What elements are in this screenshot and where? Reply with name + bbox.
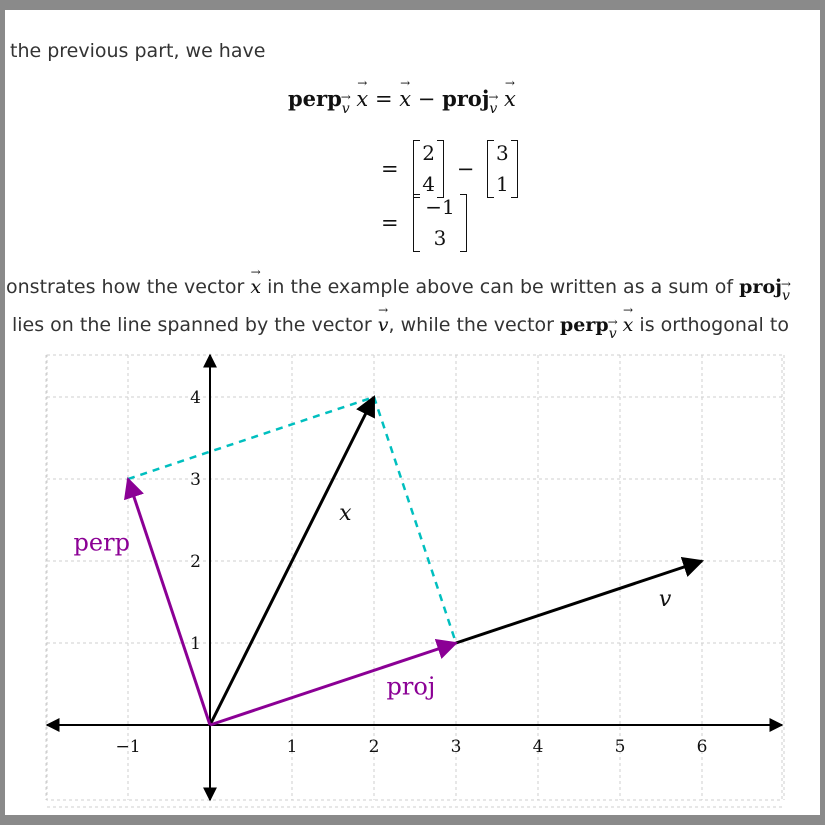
perp-matrix [413, 192, 466, 254]
matrix-cell: 3 [496, 141, 509, 165]
dashed-projection-line [128, 397, 374, 479]
vector-label-perp: perp [73, 528, 130, 557]
explanation-line-2 [12, 314, 789, 342]
v-subscript: → $_v$ [609, 326, 617, 342]
y-tick-label: 4 [190, 388, 201, 408]
equals-sign: = [374, 87, 393, 111]
y-tick-label: 3 [190, 470, 201, 490]
vector-label-v: v [658, 587, 672, 613]
minus-sign: − [456, 157, 475, 181]
proj-matrix [487, 138, 518, 200]
matrix-cell: 1 [496, 172, 509, 196]
x-vector-symbol: → x [623, 314, 634, 336]
equals-sign: = [381, 211, 399, 235]
grid [46, 355, 784, 807]
equation-line-1 [288, 86, 516, 117]
matrix-cell: −1 [425, 195, 455, 219]
x-tick-label: 5 [614, 737, 626, 757]
perp-operator: perp [288, 86, 342, 111]
x-tick-label: 3 [450, 737, 462, 757]
intro-text: the previous part, we have [10, 40, 266, 62]
explanation-line-1 [6, 276, 790, 304]
equation-line-3 [381, 192, 467, 254]
equation-line-2 [381, 138, 518, 200]
x-vector-symbol: → x [250, 276, 261, 298]
tick-labels [115, 388, 707, 757]
x-tick-label: 4 [532, 737, 544, 757]
v-subscript: → $_v$ [489, 101, 497, 117]
text-run: onstrates how the vector [6, 276, 251, 298]
v-subscript: → $_v$ [782, 288, 790, 304]
y-tick-label: 1 [190, 634, 201, 654]
v-subscript: → $_v$ [342, 101, 350, 117]
y-tick-label: 2 [190, 552, 201, 572]
minus-sign: − [417, 87, 436, 111]
text-run: is orthogonal to [633, 314, 789, 336]
vector-diagram [0, 340, 825, 810]
text-run: in the example above can be written as a sum of [261, 276, 740, 298]
vector-perp [128, 479, 210, 725]
text-run: , while the vector [388, 314, 561, 336]
x-tick-label: 2 [368, 737, 380, 757]
matrix-cell: 4 [422, 172, 436, 196]
text-run: lies on the line spanned by the vector [12, 314, 378, 336]
grid-border [47, 355, 782, 800]
proj-operator: proj [739, 276, 782, 298]
x-tick-label: 1 [286, 737, 298, 757]
x-vector-symbol: → x [504, 87, 516, 111]
x-tick-label: −1 [115, 737, 141, 757]
proj-operator: proj [442, 86, 490, 111]
axes [47, 355, 782, 800]
x-vector-symbol: → x [356, 87, 368, 111]
x-matrix [413, 138, 444, 200]
equals-sign: = [381, 157, 399, 181]
v-vector-symbol: → v [378, 314, 389, 336]
vector-label-x: x [339, 501, 352, 526]
x-tick-label: 6 [696, 737, 708, 757]
matrix-cell: 2 [422, 141, 436, 165]
vector-label-proj: proj [386, 672, 436, 701]
x-vector-symbol: → x [399, 87, 411, 111]
dashed-projection-line [374, 397, 456, 643]
matrix-cell: 3 [433, 226, 447, 250]
perp-operator: perp [560, 314, 609, 336]
